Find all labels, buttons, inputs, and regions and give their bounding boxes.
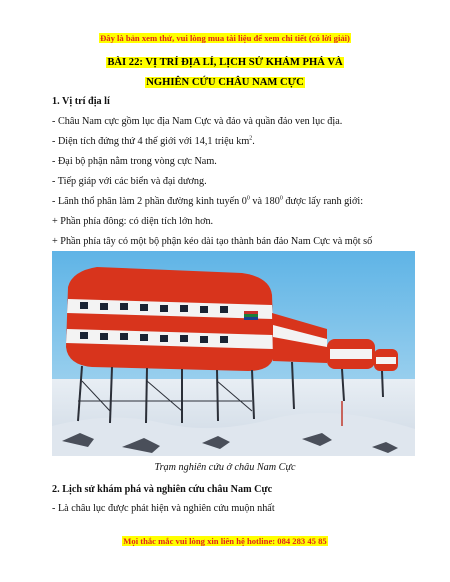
flag-icon [244, 311, 258, 320]
hotline-banner [0, 536, 450, 546]
photo-caption: Trạm nghiên cứu ở châu Nam Cực [154, 462, 296, 473]
section-1-line-6: + Phần phía đông: có diện tích lớn hơn. [52, 216, 214, 227]
section-1-line-1: - Châu Nam cực gồm lục địa Nam Cực và đảo và quần đảo ven lục địa. [52, 116, 343, 127]
area-text-end: . [252, 136, 255, 147]
meridian-superscript-2: 0 [279, 195, 283, 202]
station-main-module [66, 267, 274, 371]
meridian-text-c: được lấy ranh giới: [282, 196, 364, 207]
lesson-title-text-2: NGHIÊN CỨU CHÂU NAM CỰC [146, 77, 304, 88]
meridian-superscript-1: 0 [246, 195, 250, 202]
meridian-text-a: - Lãnh thổ phân làm 2 phần đường kinh tuyến 0 [52, 196, 247, 207]
lesson-title-line-1 [0, 57, 450, 68]
meridian-text-b: và 180 [249, 196, 280, 207]
section-2-line-1: - Là châu lục được phát hiện và nghiên cứu muộn nhất [52, 503, 275, 514]
area-superscript: 2 [249, 135, 253, 142]
area-text: - Diện tích đứng thứ 4 thế giới với 14,1 triệu km [52, 136, 250, 147]
section-1-line-7: + Phần phía tây có một bộ phận kéo dài tạo thành bán đảo Nam Cực và một số [52, 236, 373, 247]
preview-banner [0, 33, 450, 43]
section-2-heading: 2. Lịch sử khám phá và nghiên cứu châu Nam Cực [52, 484, 273, 495]
section-1-heading: 1. Vị trí địa lí [52, 96, 110, 107]
research-station-photo [52, 251, 415, 456]
lesson-title-line-2 [0, 77, 450, 88]
lesson-title-text-1: BÀI 22: VỊ TRÍ ĐỊA LÍ, LỊCH SỬ KHÁM PHÁ VÀ [107, 57, 343, 68]
section-1-line-4: - Tiếp giáp với các biển và đại dương. [52, 176, 207, 187]
section-1-line-2 [52, 136, 255, 147]
section-1-line-5 [52, 196, 363, 207]
section-1-line-3: - Đại bộ phận nằm trong vòng cực Nam. [52, 156, 217, 167]
preview-banner-text: Đây là bản xem thử, vui lòng mua tài liệu để xem chi tiết (có lời giải) [100, 33, 350, 43]
hotline-banner-text: Mọi thắc mắc vui lòng xin liên hệ hotline: 084 283 45 85 [123, 536, 327, 546]
